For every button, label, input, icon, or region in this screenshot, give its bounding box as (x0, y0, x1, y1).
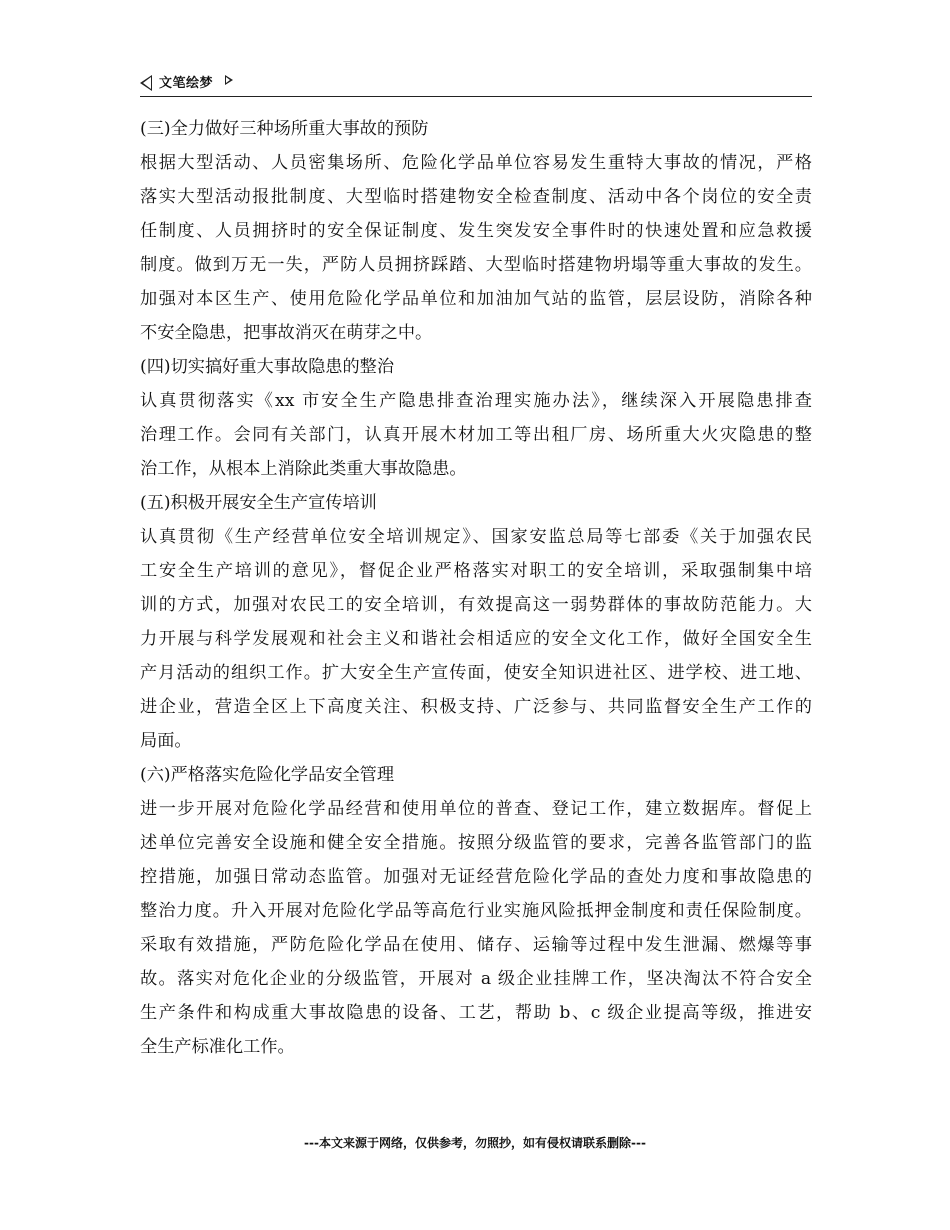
text-line: 治理工作。会同有关部门，认真开展木材加工等出租厂房、场所重大火灾隐患的整 (140, 425, 812, 445)
text-line: 工安全生产培训的意见》，督促企业严格落实对职工的安全培训，采取强制集中培 (140, 561, 812, 581)
text-line: 全生产标准化工作。 (140, 1037, 295, 1057)
text-line: (六)严格落实危险化学品安全管理 (140, 765, 395, 785)
text-line: 控措施，加强日常动态监管。加强对无证经营危险化学品的查处力度和事故隐患的 (140, 867, 812, 887)
text-line: 落实大型活动报批制度、大型临时搭建物安全检查制度、活动中各个岗位的安全责 (140, 187, 812, 207)
text-line: 治工作，从根本上消除此类重大事故隐患。 (140, 459, 467, 479)
text-line: 加强对本区生产、使用危险化学品单位和加油加气站的监管，层层设防，消除各种 (140, 289, 812, 309)
text-line: 局面。 (140, 731, 192, 751)
text-line: 故。落实对危化企业的分级监管，开展对 a 级企业挂牌工作，坚决淘汰不符合安全 (140, 969, 812, 989)
text-line: 不安全隐患，把事故消灭在萌芽之中。 (140, 323, 433, 343)
text-line: 进一步开展对危险化学品经营和使用单位的普查、登记工作，建立数据库。督促上 (140, 799, 812, 819)
text-line: 任制度、人员拥挤时的安全保证制度、发生突发安全事件时的快速处置和应急救援 (140, 221, 812, 241)
document-body (140, 112, 812, 1064)
text-line: 训的方式，加强对农民工的安全培训，有效提高这一弱势群体的事故防范能力。大 (140, 595, 812, 615)
text-line: 述单位完善安全设施和健全安全措施。按照分级监管的要求，完善各监管部门的监 (140, 833, 812, 853)
triangle-right-icon (225, 75, 233, 85)
text-line: 力开展与科学发展观和社会主义和谐社会相适应的安全文化工作，做好全国安全生 (140, 629, 812, 649)
text-line: 认真贯彻落实《xx 市安全生产隐患排查治理实施办法》，继续深入开展隐患排查 (140, 391, 812, 411)
text-line: 整治力度。升入开展对危险化学品等高危行业实施风险抵押金制度和责任保险制度。 (140, 901, 812, 921)
text-line: (四)切实搞好重大事故隐患的整治 (140, 357, 395, 377)
text-line: (三)全力做好三种场所重大事故的预防 (140, 119, 429, 139)
text-line: 进企业，营造全区上下高度关注、积极支持、广泛参与、共同监督安全生产工作的 (140, 697, 812, 717)
text-line: (五)积极开展安全生产宣传培训 (140, 493, 377, 513)
text-line: 产月活动的组织工作。扩大安全生产宣传面，使安全知识进社区、进学校、进工地、 (140, 663, 812, 683)
footer-disclaimer: ---本文来源于网络，仅供参考，勿照抄，如有侵权请联系删除--- (304, 1136, 646, 1150)
text-line: 根据大型活动、人员密集场所、危险化学品单位容易发生重特大事故的情况，严格 (140, 153, 812, 173)
page-header (140, 70, 812, 97)
triangle-left-icon (140, 75, 152, 91)
text-line: 采取有效措施，严防危险化学品在使用、储存、运输等过程中发生泄漏、燃爆等事 (140, 935, 812, 955)
text-line: 认真贯彻《生产经营单位安全培训规定》、国家安监总局等七部委《关于加强农民 (140, 527, 812, 547)
text-line: 制度。做到万无一失，严防人员拥挤踩踏、大型临时搭建物坍塌等重大事故的发生。 (140, 255, 812, 275)
text-line: 生产条件和构成重大事故隐患的设备、工艺，帮助 b、c 级企业提高等级，推进安 (140, 1003, 812, 1023)
header-brand: 文笔绘梦 (159, 76, 214, 91)
